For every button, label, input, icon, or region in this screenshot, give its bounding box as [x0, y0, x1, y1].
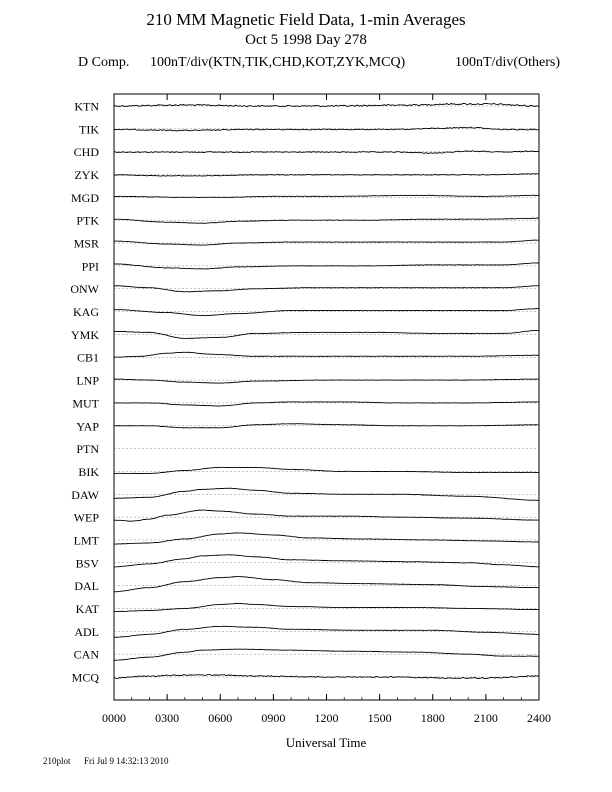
- station-label-ktn: KTN: [74, 99, 99, 114]
- station-label-mgd: MGD: [70, 190, 99, 205]
- station-label-bik: BIK: [78, 464, 99, 479]
- trace-msr: [114, 240, 539, 245]
- station-label-bsv: BSV: [75, 556, 99, 571]
- station-traces: [70, 100, 539, 685]
- trace-dal: [114, 577, 539, 592]
- x-tick-label: 2400: [527, 711, 551, 725]
- station-label-ptk: PTK: [76, 213, 99, 228]
- trace-mcq: [114, 675, 539, 679]
- component-label: D Comp.: [78, 55, 130, 70]
- x-axis: [102, 94, 551, 725]
- scale-right-label: 100nT/div(Others): [455, 55, 560, 70]
- x-tick-label: 0000: [102, 711, 126, 725]
- x-tick-label: 1500: [367, 711, 392, 725]
- trace-bik: [114, 467, 539, 473]
- station-label-kag: KAG: [73, 305, 99, 320]
- x-tick-label: 2100: [473, 711, 498, 725]
- station-label-mcq: MCQ: [71, 670, 99, 685]
- station-label-lnp: LNP: [76, 373, 99, 388]
- x-axis-label: Universal Time: [285, 735, 367, 750]
- trace-kat: [114, 603, 539, 611]
- station-label-adl: ADL: [74, 624, 99, 639]
- station-label-msr: MSR: [73, 236, 99, 251]
- station-label-dal: DAL: [74, 579, 99, 594]
- station-label-ymk: YMK: [70, 327, 99, 342]
- station-label-ptn: PTN: [76, 442, 99, 457]
- station-label-kat: KAT: [75, 601, 99, 616]
- chart-subtitle: Oct 5 1998 Day 278: [245, 32, 367, 48]
- x-tick-label: 0900: [261, 711, 286, 725]
- x-tick-label: 1200: [314, 711, 339, 725]
- footer-timestamp: Fri Jul 9 14:32:13 2010: [84, 756, 169, 766]
- trace-ptk: [114, 218, 539, 223]
- station-label-chd: CHD: [73, 145, 99, 160]
- trace-chd: [114, 151, 539, 154]
- footer-program: 210plot: [43, 756, 71, 766]
- chart-title: 210 MM Magnetic Field Data, 1-min Averages: [146, 10, 466, 29]
- trace-adl: [114, 626, 539, 637]
- station-label-cb1: CB1: [76, 350, 99, 365]
- trace-lmt: [114, 533, 539, 544]
- trace-zyk: [114, 174, 539, 177]
- station-label-lmt: LMT: [73, 533, 99, 548]
- trace-wep: [114, 510, 539, 521]
- station-label-tik: TIK: [79, 122, 99, 137]
- station-label-mut: MUT: [72, 396, 99, 411]
- station-label-ppi: PPI: [81, 259, 99, 274]
- trace-can: [114, 649, 539, 660]
- station-label-yap: YAP: [76, 419, 99, 434]
- station-label-onw: ONW: [70, 282, 99, 297]
- plot-frame: [114, 94, 539, 700]
- trace-lnp: [114, 379, 539, 383]
- x-tick-label: 0300: [155, 711, 180, 725]
- trace-cb1: [114, 352, 539, 357]
- x-tick-label: 1800: [420, 711, 445, 725]
- station-label-daw: DAW: [71, 487, 99, 502]
- station-label-wep: WEP: [73, 510, 99, 525]
- station-label-zyk: ZYK: [74, 168, 99, 183]
- station-label-can: CAN: [73, 647, 99, 662]
- scale-left-label: 100nT/div(KTN,TIK,CHD,KOT,ZYK,MCQ): [150, 55, 406, 70]
- trace-mut: [114, 402, 539, 406]
- x-tick-label: 0600: [208, 711, 233, 725]
- trace-kag: [114, 308, 539, 315]
- trace-bsv: [114, 555, 539, 567]
